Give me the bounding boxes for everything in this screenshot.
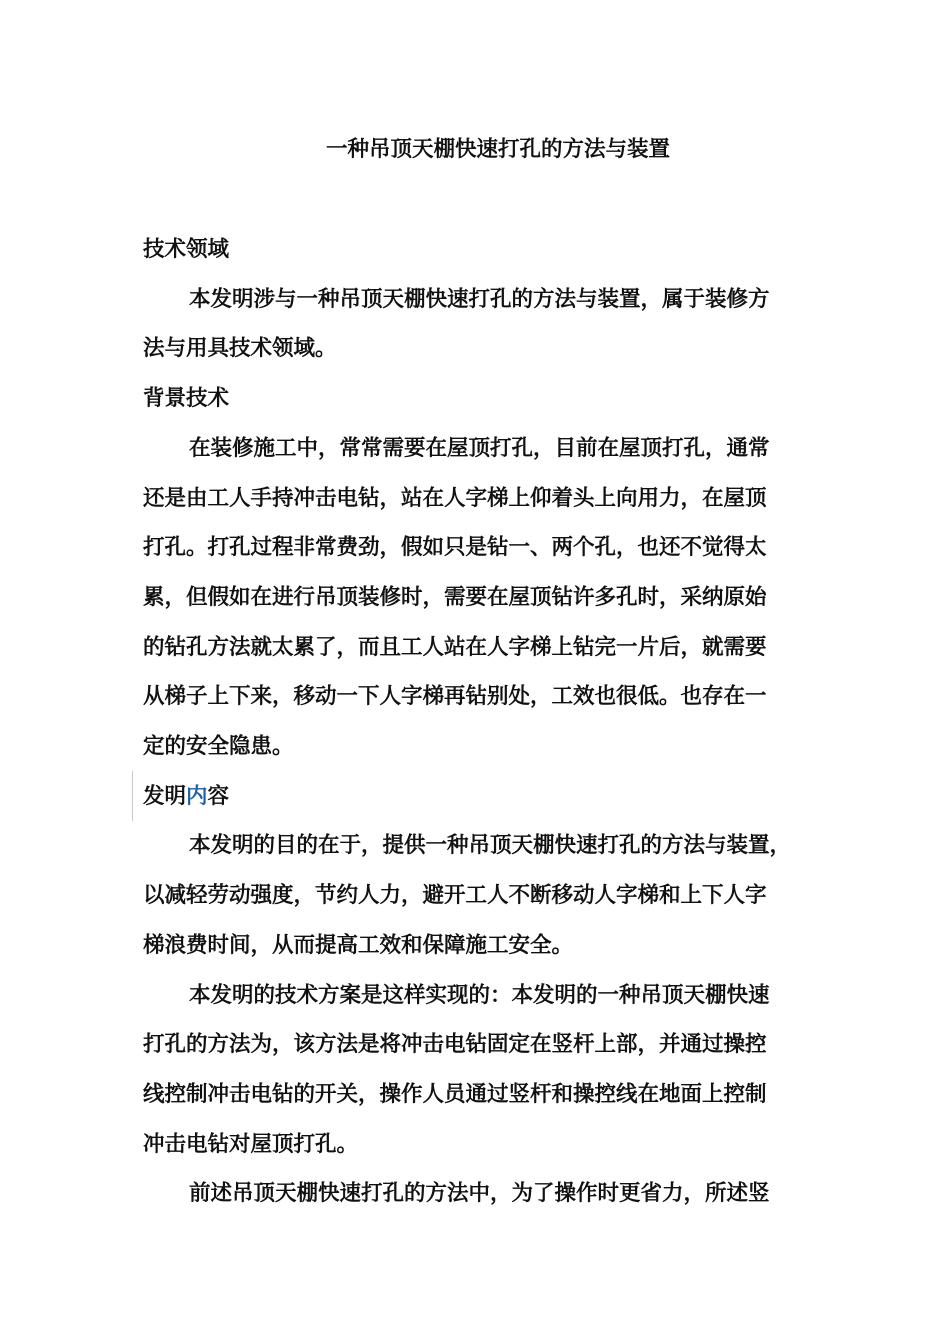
paragraph-line: 打孔的方法为，该方法是将冲击电钻固定在竖杆上部，并通过操控 <box>143 1032 767 1058</box>
heading-part: 容 <box>207 783 230 809</box>
paragraph-line: 线控制冲击电钻的开关，操作人员通过竖杆和操控线在地面上控制 <box>143 1081 767 1107</box>
paragraph-line: 冲击电钻对屋顶打孔。 <box>143 1131 359 1157</box>
heading-part: 发明 <box>143 783 187 809</box>
paragraph <box>143 1169 823 1219</box>
section-heading-background: 背景技术 <box>143 386 230 412</box>
paragraph-line: 定的安全隐患。 <box>143 734 294 760</box>
margin-change-bar <box>132 771 133 821</box>
paragraph <box>143 424 823 772</box>
paragraph-line: 法与用具技术领域。 <box>143 336 337 362</box>
document-title: 一种吊顶天棚快速打孔的方法与装置 <box>325 137 670 162</box>
paragraph-line: 前述吊顶天棚快速打孔的方法中，为了操作时更省力，所述竖 <box>189 1181 770 1207</box>
paragraph-line: 累，但假如在进行吊顶装修时，需要在屋顶钻许多孔时，采纳原始 <box>143 584 767 610</box>
paragraph-line: 本发明的目的在于，提供一种吊顶天棚快速打孔的方法与装置， <box>189 833 792 859</box>
heading-part-highlighted: 内 <box>186 783 208 809</box>
paragraph-line: 打孔。打孔过程非常费劲，假如只是钻一、两个孔，也还不觉得太 <box>143 535 767 561</box>
paragraph-line: 以减轻劳动强度，节约人力，避开工人不断移动人字梯和上下人字 <box>143 883 767 909</box>
paragraph-line: 从梯子上下来，移动一下人字梯再钻别处，工效也很低。也存在一 <box>143 684 767 710</box>
paragraph <box>143 275 823 374</box>
paragraph-line: 在装修施工中，常常需要在屋顶打孔，目前在屋顶打孔，通常 <box>189 435 770 461</box>
paragraph <box>143 971 823 1170</box>
section-heading-technical-field: 技术领域 <box>143 237 230 262</box>
paragraph-line: 本发明的技术方案是这样实现的：本发明的一种吊顶天棚快速 <box>189 982 770 1008</box>
paragraph-line: 梯浪费时间，从而提高工效和保障施工安全。 <box>143 932 574 958</box>
paragraph-line: 本发明涉与一种吊顶天棚快速打孔的方法与装置，属于装修方 <box>189 286 770 312</box>
paragraph-line: 还是由工人手持冲击电钻，站在人字梯上仰着头上向用力，在屋顶 <box>143 485 767 511</box>
paragraph <box>143 821 823 970</box>
section-heading-summary <box>143 772 823 822</box>
paragraph-line: 的钻孔方法就太累了，而且工人站在人字梯上钻完一片后，就需要 <box>143 634 767 660</box>
document-body <box>143 225 823 1219</box>
